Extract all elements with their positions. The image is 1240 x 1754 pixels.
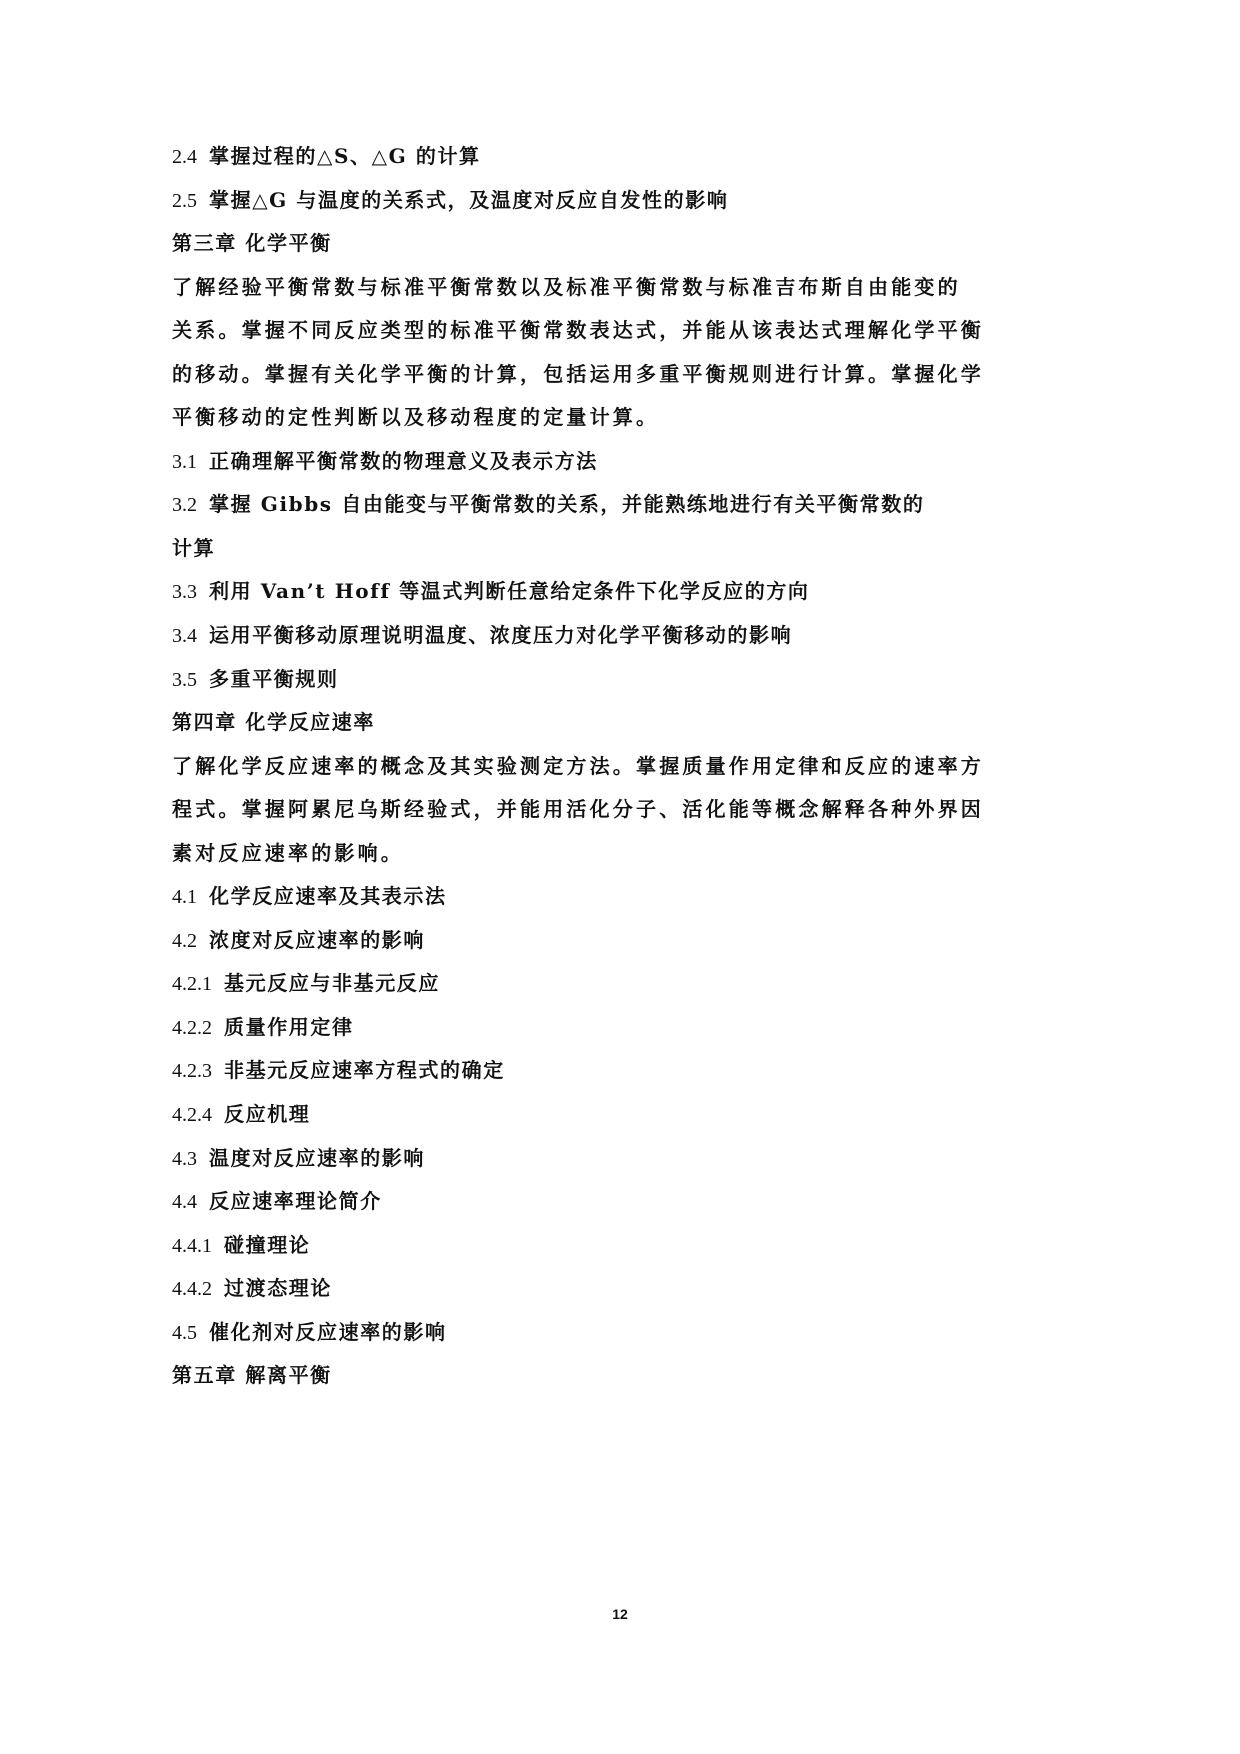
section-number: 4.2.4 bbox=[172, 1104, 212, 1127]
section-item bbox=[172, 1137, 1052, 1181]
section-text: 温度对反应速率的影响 bbox=[209, 1145, 425, 1170]
chapter-heading bbox=[172, 701, 1052, 745]
section-number: 4.2.2 bbox=[172, 1016, 212, 1039]
section-item bbox=[172, 658, 1052, 702]
section-text: 碰撞理论 bbox=[224, 1232, 311, 1257]
section-text: 化学反应速率及其表示法 bbox=[209, 884, 447, 909]
section-number: 4.4.1 bbox=[172, 1234, 212, 1257]
paragraph-line bbox=[172, 396, 1052, 440]
section-number: 4.4.2 bbox=[172, 1278, 212, 1301]
section-number: 4.3 bbox=[172, 1147, 197, 1170]
paragraph-line bbox=[172, 309, 1052, 353]
section-item bbox=[172, 1049, 1052, 1093]
section-item bbox=[172, 875, 1052, 919]
section-text: 反应速率理论简介 bbox=[209, 1189, 382, 1214]
section-text: 利用 Van’t Hoff 等温式判断任意给定条件下化学反应的方向 bbox=[209, 579, 810, 604]
section-number: 3.4 bbox=[172, 625, 197, 648]
paragraph-line bbox=[172, 788, 1052, 832]
section-item bbox=[172, 440, 1052, 484]
section-number: 4.2 bbox=[172, 929, 197, 952]
paragraph-line bbox=[172, 832, 1052, 876]
paragraph-text: 关系。掌握不同反应类型的标准平衡常数表达式，并能从该表达式理解化学平衡 bbox=[172, 318, 984, 343]
paragraph-text: 计算 bbox=[172, 535, 216, 560]
section-number: 3.1 bbox=[172, 450, 197, 473]
section-text: 反应机理 bbox=[224, 1102, 311, 1127]
section-text: 质量作用定律 bbox=[224, 1014, 354, 1039]
section-number: 4.2.1 bbox=[172, 973, 212, 996]
chapter-heading bbox=[172, 1354, 1052, 1398]
section-item bbox=[172, 962, 1052, 1006]
paragraph-line bbox=[172, 266, 1052, 310]
section-item bbox=[172, 1180, 1052, 1224]
section-item bbox=[172, 1093, 1052, 1137]
section-text: 浓度对反应速率的影响 bbox=[209, 927, 425, 952]
section-number: 3.5 bbox=[172, 668, 197, 691]
section-item bbox=[172, 135, 1052, 179]
section-text: 多重平衡规则 bbox=[209, 666, 339, 691]
chapter-title: 第五章 解离平衡 bbox=[172, 1363, 332, 1388]
section-item bbox=[172, 919, 1052, 963]
section-number: 4.5 bbox=[172, 1321, 197, 1344]
paragraph-text: 了解化学反应速率的概念及其实验测定方法。掌握质量作用定律和反应的速率方 bbox=[172, 753, 984, 778]
page-number: 12 bbox=[612, 1606, 628, 1622]
section-number: 3.2 bbox=[172, 494, 197, 517]
section-text: 掌握△G 与温度的关系式，及温度对反应自发性的影响 bbox=[209, 187, 729, 212]
paragraph-text: 的移动。掌握有关化学平衡的计算，包括运用多重平衡规则进行计算。掌握化学 bbox=[172, 361, 984, 386]
paragraph-line bbox=[172, 527, 1052, 571]
section-item bbox=[172, 1224, 1052, 1268]
section-item bbox=[172, 614, 1052, 658]
section-number: 4.2.3 bbox=[172, 1060, 212, 1083]
section-text: 正确理解平衡常数的物理意义及表示方法 bbox=[209, 448, 598, 473]
chapter-title: 第四章 化学反应速率 bbox=[172, 710, 375, 735]
section-number: 4.1 bbox=[172, 886, 197, 909]
chapter-title: 第三章 化学平衡 bbox=[172, 231, 332, 256]
section-text: 掌握过程的△S、△G 的计算 bbox=[209, 144, 481, 168]
paragraph-text: 平衡移动的定性判断以及移动程度的定量计算。 bbox=[172, 405, 660, 430]
section-item bbox=[172, 179, 1052, 223]
section-item bbox=[172, 483, 1052, 527]
paragraph-line bbox=[172, 745, 1052, 789]
section-text: 催化剂对反应速率的影响 bbox=[209, 1319, 447, 1344]
section-item bbox=[172, 570, 1052, 614]
section-text: 掌握 Gibbs 自由能变与平衡常数的关系，并能熟练地进行有关平衡常数的 bbox=[209, 492, 925, 517]
section-text: 非基元反应速率方程式的确定 bbox=[224, 1058, 505, 1083]
section-number: 2.4 bbox=[172, 146, 197, 168]
section-text: 基元反应与非基元反应 bbox=[224, 971, 440, 996]
paragraph-line bbox=[172, 353, 1052, 397]
section-number: 2.5 bbox=[172, 189, 197, 212]
section-number: 3.3 bbox=[172, 581, 197, 604]
paragraph-text: 素对反应速率的影响。 bbox=[172, 840, 404, 865]
section-item bbox=[172, 1311, 1052, 1355]
section-text: 运用平衡移动原理说明温度、浓度压力对化学平衡移动的影响 bbox=[209, 623, 793, 648]
chapter-heading bbox=[172, 222, 1052, 266]
section-item bbox=[172, 1267, 1052, 1311]
section-text: 过渡态理论 bbox=[224, 1276, 332, 1301]
paragraph-text: 了解经验平衡常数与标准平衡常数以及标准平衡常数与标准吉布斯自由能变的 bbox=[172, 274, 961, 299]
section-item bbox=[172, 1006, 1052, 1050]
section-number: 4.4 bbox=[172, 1191, 197, 1214]
document-body bbox=[172, 135, 1052, 1398]
paragraph-text: 程式。掌握阿累尼乌斯经验式，并能用活化分子、活化能等概念解释各种外界因 bbox=[172, 797, 984, 822]
